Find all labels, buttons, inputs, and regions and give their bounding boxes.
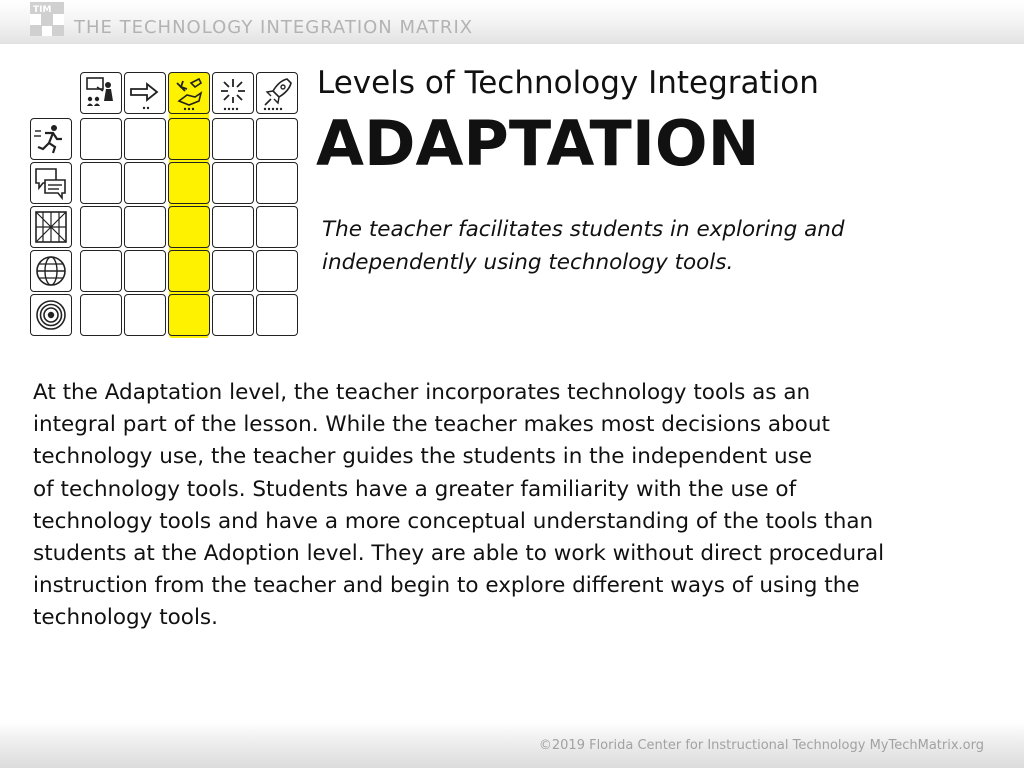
body-line: technology use, the teacher guides the students in the independent use xyxy=(33,444,813,470)
footer-copyright: ©2019 Florida Center for Instructional Technology MyTechMatrix.org xyxy=(538,738,984,753)
body-line: technology tools and have a more conceptual understanding of the tools than xyxy=(33,508,874,534)
matrix-cell[interactable] xyxy=(168,118,210,160)
matrix-cell[interactable] xyxy=(80,294,122,336)
body-line: technology tools. xyxy=(33,605,218,631)
matrix-cell[interactable] xyxy=(80,162,122,204)
matrix-cell[interactable] xyxy=(80,206,122,248)
matrix-cell[interactable] xyxy=(256,206,298,248)
network-box-icon[interactable] xyxy=(30,206,72,248)
description-line: The teacher facilitates students in exploring and xyxy=(322,217,845,242)
levels-subtitle: Levels of Technology Integration xyxy=(317,65,819,101)
target-icon[interactable] xyxy=(30,294,72,336)
matrix-cell[interactable] xyxy=(168,162,210,204)
body-line: instruction from the teacher and begin to explore different ways of using the xyxy=(33,573,860,599)
description-line: independently using technology tools. xyxy=(322,250,734,275)
body-line: At the Adaptation level, the teacher incorporates technology tools as an xyxy=(33,380,811,405)
matrix-cell[interactable] xyxy=(80,118,122,160)
matrix-cell[interactable] xyxy=(256,162,298,204)
header-title: THE TECHNOLOGY INTEGRATION MATRIX xyxy=(74,17,474,38)
matrix-cell[interactable] xyxy=(124,162,166,204)
rocket-icon[interactable] xyxy=(256,72,298,114)
svg-text:TIM: TIM xyxy=(33,5,52,15)
level-title: ADAPTATION xyxy=(316,107,760,180)
matrix-cell[interactable] xyxy=(256,250,298,292)
level-description xyxy=(322,213,962,279)
matrix-cell[interactable] xyxy=(80,250,122,292)
matrix-cell[interactable] xyxy=(124,294,166,336)
matrix-cell[interactable] xyxy=(212,162,254,204)
level-body-text xyxy=(33,377,993,635)
matrix-cell[interactable] xyxy=(256,118,298,160)
matrix-cell[interactable] xyxy=(212,294,254,336)
technology-integration-matrix xyxy=(30,72,302,344)
footer-bar xyxy=(0,722,1024,768)
matrix-cell[interactable] xyxy=(212,206,254,248)
matrix-cell[interactable] xyxy=(168,294,210,336)
arrow-right-icon[interactable] xyxy=(124,72,166,114)
matrix-cell[interactable] xyxy=(168,206,210,248)
presenter-icon[interactable] xyxy=(80,72,122,114)
globe-icon[interactable] xyxy=(30,250,72,292)
matrix-cell[interactable] xyxy=(212,250,254,292)
body-line: integral part of the lesson. While the teacher makes most decisions about xyxy=(33,412,830,438)
matrix-cell[interactable] xyxy=(256,294,298,336)
header-bar xyxy=(0,0,1024,44)
matrix-cell[interactable] xyxy=(124,118,166,160)
body-line: students at the Adoption level. They are able to work without direct procedural xyxy=(33,541,885,567)
matrix-cell[interactable] xyxy=(168,250,210,292)
wrench-hand-icon[interactable] xyxy=(168,72,210,114)
matrix-cell[interactable] xyxy=(212,118,254,160)
burst-icon[interactable] xyxy=(212,72,254,114)
speech-bubbles-icon[interactable] xyxy=(30,162,72,204)
body-line: of technology tools. Students have a greater familiarity with the use of xyxy=(33,476,797,502)
matrix-cell[interactable] xyxy=(124,206,166,248)
matrix-cell[interactable] xyxy=(124,250,166,292)
tim-logo xyxy=(30,2,64,36)
running-person-icon[interactable] xyxy=(30,118,72,160)
